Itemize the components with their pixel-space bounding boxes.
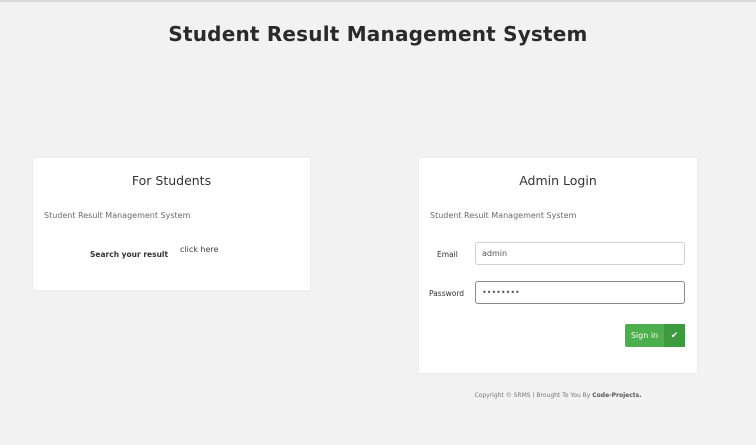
sign-in-button[interactable] — [625, 324, 685, 347]
click-here-link[interactable]: click here — [180, 245, 219, 254]
check-icon: ✔ — [664, 324, 685, 347]
search-result-label: Search your result — [90, 250, 169, 259]
footer-copyright: Copyright © SRMS | Brought To You By — [474, 392, 591, 399]
email-label: Email — [437, 250, 458, 259]
students-panel-heading: For Students — [131, 173, 212, 188]
students-panel-subtitle: Student Result Management System — [44, 211, 191, 220]
password-label: Password — [429, 289, 465, 298]
students-panel — [33, 158, 310, 290]
footer-brand: Code-Projects. — [592, 392, 642, 399]
email-field[interactable] — [475, 242, 685, 265]
admin-login-heading: Admin Login — [519, 173, 597, 188]
admin-login-panel — [419, 158, 697, 373]
footer — [419, 392, 697, 399]
sign-in-label: Sign in — [630, 331, 659, 340]
page-title: Student Result Management System — [168, 22, 588, 46]
password-field[interactable] — [475, 281, 685, 304]
admin-panel-subtitle: Student Result Management System — [430, 211, 577, 220]
